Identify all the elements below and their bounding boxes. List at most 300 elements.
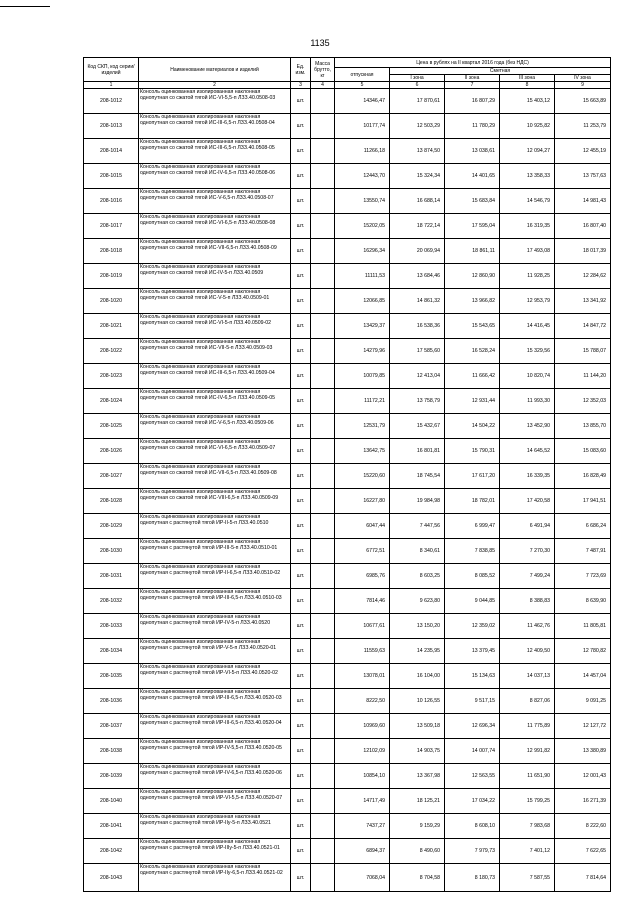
row-name (139, 589, 291, 614)
row-zone3-price: 14 645,52 (500, 439, 555, 464)
row-zone2-price: 11 666,42 (445, 364, 500, 389)
row-unit: шт. (291, 114, 311, 139)
row-zone3-price: 15 799,25 (500, 789, 555, 814)
row-zone2-price: 14 401,65 (445, 164, 500, 189)
row-name-text: Консоль оцинкованная изолированная наклонная однопутная со сжатой тягой ИС-IV-6,5-п ЛЗЗ.40.0508-06 (140, 164, 276, 176)
row-zone3-price: 12 409,50 (500, 639, 555, 664)
table-row (84, 839, 611, 864)
row-name (139, 664, 291, 689)
row-name (139, 764, 291, 789)
col-number: 4 (311, 82, 335, 89)
header-zone-4: IV зона (555, 75, 611, 82)
row-mass (311, 664, 335, 689)
row-mass (311, 439, 335, 464)
row-name (139, 839, 291, 864)
table-row (84, 239, 611, 264)
row-name (139, 364, 291, 389)
row-zone2-price: 7 838,85 (445, 539, 500, 564)
row-mass (311, 364, 335, 389)
row-code: 208-1027 (84, 464, 139, 489)
row-name (139, 439, 291, 464)
row-zone4-price: 15 083,60 (555, 439, 611, 464)
row-zone4-price: 7 814,64 (555, 864, 611, 892)
row-name (139, 614, 291, 639)
row-mass (311, 264, 335, 289)
row-zone2-price: 7 979,73 (445, 839, 500, 864)
row-zone2-price: 17 034,22 (445, 789, 500, 814)
row-zone2-price: 12 563,55 (445, 764, 500, 789)
row-code: 208-1024 (84, 389, 139, 414)
row-release-price: 10969,60 (335, 714, 390, 739)
row-name (139, 514, 291, 539)
row-zone1-price: 8 490,60 (390, 839, 445, 864)
row-code: 208-1015 (84, 164, 139, 189)
row-code: 208-1012 (84, 89, 139, 114)
table-row (84, 789, 611, 814)
row-unit: шт. (291, 314, 311, 339)
header-zone-1: I зона (390, 75, 445, 82)
row-name (139, 189, 291, 214)
table-row (84, 139, 611, 164)
row-release-price: 14717,49 (335, 789, 390, 814)
row-name-text: Консоль оцинкованная изолированная наклонная однопутная с растянутой тягой ИР-VI-5,5-п ЛЗЗ.40.0520-07 (140, 789, 283, 801)
table-row (84, 414, 611, 439)
row-name-text: Консоль оцинкованная изолированная наклонная однопутная со сжатой тягой ИС-III-6,5-п ЛЗЗ.40.0509-04 (140, 364, 275, 376)
row-zone1-price: 10 126,55 (390, 689, 445, 714)
row-release-price: 6047,44 (335, 514, 390, 539)
row-name-text: Консоль оцинкованная изолированная наклонная однопутная со сжатой тягой ИС-III-6,5-п ЛЗЗ.40.0508-04 (140, 114, 275, 126)
row-unit: шт. (291, 564, 311, 589)
table-row (84, 864, 611, 892)
row-unit: шт. (291, 514, 311, 539)
col-number: 5 (335, 82, 390, 89)
row-name (139, 489, 291, 514)
row-zone3-price: 14 416,45 (500, 314, 555, 339)
row-zone2-price: 12 359,02 (445, 614, 500, 639)
row-zone2-price: 12 860,90 (445, 264, 500, 289)
row-release-price: 10079,85 (335, 364, 390, 389)
row-name-text: Консоль оцинкованная изолированная наклонная однопутная с растянутой тягой ИР-III-6,5-п ЛЗЗ.40.0510-03 (140, 589, 282, 601)
row-name-text: Консоль оцинкованная изолированная наклонная однопутная со сжатой тягой ИС-VII-5-п ЛЗЗ.40.0509-03 (140, 339, 273, 351)
row-zone2-price: 15 790,31 (445, 439, 500, 464)
row-name-text: Консоль оцинкованная изолированная наклонная однопутная с растянутой тягой ИР-IV-6,5-п ЛЗЗ.40.0520-06 (140, 764, 282, 776)
row-zone2-price: 14 504,22 (445, 414, 500, 439)
row-zone4-price: 17 941,51 (555, 489, 611, 514)
row-zone3-price: 7 401,12 (500, 839, 555, 864)
row-zone1-price: 13 509,18 (390, 714, 445, 739)
row-mass (311, 689, 335, 714)
table-row (84, 389, 611, 414)
row-release-price: 13429,37 (335, 314, 390, 339)
row-mass (311, 289, 335, 314)
row-zone3-price: 11 928,25 (500, 264, 555, 289)
row-unit: шт. (291, 339, 311, 364)
table-row (84, 539, 611, 564)
row-unit: шт. (291, 439, 311, 464)
row-zone3-price: 14 037,13 (500, 664, 555, 689)
row-mass (311, 139, 335, 164)
row-unit: шт. (291, 864, 311, 892)
row-zone4-price: 12 455,19 (555, 139, 611, 164)
table-row (84, 689, 611, 714)
row-zone4-price: 12 352,03 (555, 389, 611, 414)
row-zone2-price: 8 608,10 (445, 814, 500, 839)
row-zone2-price: 15 683,84 (445, 189, 500, 214)
row-code: 208-1022 (84, 339, 139, 364)
row-zone2-price: 13 038,61 (445, 139, 500, 164)
row-release-price: 12443,70 (335, 164, 390, 189)
row-zone2-price: 8 085,52 (445, 564, 500, 589)
row-name-text: Консоль оцинкованная изолированная наклонная однопутная с растянутой тягой ИР-III-5-п ЛЗЗ.40.0510-01 (140, 539, 278, 551)
row-name (139, 814, 291, 839)
row-name (139, 414, 291, 439)
row-name-text: Консоль оцинкованная изолированная наклонная однопутная с растянутой тягой ИР-VI-5-п ЛЗЗ.40.0520-02 (140, 664, 278, 676)
row-name (139, 389, 291, 414)
row-mass (311, 314, 335, 339)
row-unit: шт. (291, 214, 311, 239)
row-unit: шт. (291, 89, 311, 114)
row-zone4-price: 16 807,40 (555, 214, 611, 239)
row-zone1-price: 12 503,29 (390, 114, 445, 139)
row-name (139, 539, 291, 564)
row-unit: шт. (291, 839, 311, 864)
row-zone1-price: 18 745,54 (390, 464, 445, 489)
table-row (84, 714, 611, 739)
row-code: 208-1030 (84, 539, 139, 564)
header-mass: Масса брутто, кг (311, 58, 335, 82)
row-zone3-price: 13 452,90 (500, 414, 555, 439)
row-unit: шт. (291, 764, 311, 789)
row-name (139, 164, 291, 189)
row-code: 208-1032 (84, 589, 139, 614)
row-mass (311, 814, 335, 839)
row-zone4-price: 6 686,24 (555, 514, 611, 539)
row-zone4-price: 7 487,91 (555, 539, 611, 564)
row-zone1-price: 16 538,36 (390, 314, 445, 339)
row-unit: шт. (291, 389, 311, 414)
row-release-price: 13642,75 (335, 439, 390, 464)
row-release-price: 16296,34 (335, 239, 390, 264)
row-release-price: 11559,63 (335, 639, 390, 664)
row-name (139, 139, 291, 164)
row-unit: шт. (291, 814, 311, 839)
row-zone1-price: 14 903,75 (390, 739, 445, 764)
row-zone3-price: 8 388,83 (500, 589, 555, 614)
row-name-text: Консоль оцинкованная изолированная наклонная однопутная со сжатой тягой ИС-VI-5,5-п ЛЗЗ.40.0508-03 (140, 89, 276, 101)
row-zone1-price: 17 870,61 (390, 89, 445, 114)
price-table (83, 57, 611, 892)
row-name-text: Консоль оцинкованная изолированная наклонная однопутная со сжатой тягой ИС-VI-6,5-п ЛЗЗ.40.0508-08 (140, 214, 276, 226)
row-zone4-price: 8 639,90 (555, 589, 611, 614)
header-estimate: Сметная (390, 68, 611, 75)
row-code: 208-1033 (84, 614, 139, 639)
table-row (84, 439, 611, 464)
row-name (139, 564, 291, 589)
row-code: 208-1014 (84, 139, 139, 164)
row-code: 208-1043 (84, 864, 139, 892)
col-number: 1 (84, 82, 139, 89)
row-release-price: 11266,18 (335, 139, 390, 164)
row-name-text: Консоль оцинкованная изолированная наклонная однопутная со сжатой тягой ИС-VI-6,5-п ЛЗЗ.40.0509-07 (140, 439, 276, 451)
row-unit: шт. (291, 164, 311, 189)
row-unit: шт. (291, 689, 311, 714)
row-zone1-price: 17 585,60 (390, 339, 445, 364)
table-row (84, 764, 611, 789)
row-mass (311, 764, 335, 789)
row-unit: шт. (291, 664, 311, 689)
header-release: отпускная (335, 68, 390, 82)
row-name-text: Консоль оцинкованная изолированная наклонная однопутная со сжатой тягой ИС-VIII-6,5-п ЛЗЗ.40.0509-09 (140, 489, 279, 501)
row-code: 208-1020 (84, 289, 139, 314)
row-zone4-price: 12 780,82 (555, 639, 611, 664)
row-name-text: Консоль оцинкованная изолированная наклонная однопутная со сжатой тягой ИС-V-5-п ЛЗЗ.40.0509-01 (140, 289, 270, 301)
row-zone2-price: 16 807,29 (445, 89, 500, 114)
row-code: 208-1039 (84, 764, 139, 789)
table-row (84, 489, 611, 514)
row-zone4-price: 15 788,07 (555, 339, 611, 364)
row-zone2-price: 11 780,29 (445, 114, 500, 139)
row-zone2-price: 6 999,47 (445, 514, 500, 539)
row-name-text: Консоль оцинкованная изолированная наклонная однопутная со сжатой тягой ИС-V-6,5-п ЛЗЗ.40.0509-06 (140, 414, 274, 426)
table-row (84, 664, 611, 689)
row-mass (311, 464, 335, 489)
row-release-price: 11111,53 (335, 264, 390, 289)
row-unit: шт. (291, 464, 311, 489)
row-zone2-price: 14 007,74 (445, 739, 500, 764)
row-unit: шт. (291, 589, 311, 614)
row-zone3-price: 6 491,94 (500, 514, 555, 539)
row-unit: шт. (291, 264, 311, 289)
row-unit: шт. (291, 614, 311, 639)
row-code: 208-1013 (84, 114, 139, 139)
row-zone4-price: 14 847,72 (555, 314, 611, 339)
row-mass (311, 489, 335, 514)
header-unit: Ед. изм. (291, 58, 311, 82)
row-zone3-price: 11 462,76 (500, 614, 555, 639)
table-row (84, 589, 611, 614)
table-row (84, 464, 611, 489)
table-row (84, 289, 611, 314)
row-unit: шт. (291, 139, 311, 164)
row-zone3-price: 8 827,06 (500, 689, 555, 714)
row-mass (311, 789, 335, 814)
row-zone1-price: 18 125,21 (390, 789, 445, 814)
row-release-price: 6894,37 (335, 839, 390, 864)
row-zone4-price: 7 723,69 (555, 564, 611, 589)
row-mass (311, 639, 335, 664)
row-zone4-price: 16 271,39 (555, 789, 611, 814)
row-unit: шт. (291, 364, 311, 389)
row-release-price: 15220,60 (335, 464, 390, 489)
row-unit: шт. (291, 189, 311, 214)
header-zone-3: III зона (500, 75, 555, 82)
row-zone3-price: 17 493,08 (500, 239, 555, 264)
row-mass (311, 114, 335, 139)
row-zone1-price: 16 688,14 (390, 189, 445, 214)
row-mass (311, 514, 335, 539)
row-release-price: 8222,50 (335, 689, 390, 714)
row-zone4-price: 12 127,72 (555, 714, 611, 739)
row-zone3-price: 14 546,79 (500, 189, 555, 214)
row-release-price: 14279,96 (335, 339, 390, 364)
row-name (139, 864, 291, 892)
header-zone-2: II зона (445, 75, 500, 82)
row-mass (311, 389, 335, 414)
table-row (84, 514, 611, 539)
row-zone4-price: 12 284,62 (555, 264, 611, 289)
row-name-text: Консоль оцинкованная изолированная наклонная однопутная с растянутой тягой ИР-IV-5-п ЛЗЗ.40.0520 (140, 614, 271, 626)
row-unit: шт. (291, 289, 311, 314)
row-name (139, 739, 291, 764)
row-zone4-price: 12 001,43 (555, 764, 611, 789)
row-name (139, 464, 291, 489)
row-zone3-price: 7 270,30 (500, 539, 555, 564)
row-code: 208-1028 (84, 489, 139, 514)
row-zone4-price: 13 380,89 (555, 739, 611, 764)
table-row (84, 564, 611, 589)
row-unit: шт. (291, 489, 311, 514)
row-unit: шт. (291, 639, 311, 664)
row-name (139, 89, 291, 114)
row-mass (311, 564, 335, 589)
row-zone3-price: 7 499,24 (500, 564, 555, 589)
row-release-price: 11172,21 (335, 389, 390, 414)
row-name (139, 264, 291, 289)
row-unit: шт. (291, 539, 311, 564)
row-zone2-price: 15 543,65 (445, 314, 500, 339)
row-code: 208-1037 (84, 714, 139, 739)
col-number: 9 (555, 82, 611, 89)
row-name (139, 639, 291, 664)
row-name-text: Консоль оцинкованная изолированная наклонная однопутная со сжатой тягой ИС-IV-6,5-п ЛЗЗ.40.0509-05 (140, 389, 276, 401)
row-code: 208-1026 (84, 439, 139, 464)
row-name-text: Консоль оцинкованная изолированная наклонная однопутная с растянутой тягой ИР-II-6,5-п ЛЗЗ.40.0510-02 (140, 564, 281, 576)
row-code: 208-1025 (84, 414, 139, 439)
table-row (84, 739, 611, 764)
row-release-price: 14346,47 (335, 89, 390, 114)
table-row (84, 639, 611, 664)
row-name-text: Консоль оцинкованная изолированная наклонная однопутная с растянутой тягой ИР-V-5-п ЛЗЗ.40.0520-01 (140, 639, 277, 651)
table-row (84, 314, 611, 339)
row-zone2-price: 15 134,63 (445, 664, 500, 689)
row-zone1-price: 14 235,95 (390, 639, 445, 664)
row-zone4-price: 7 622,65 (555, 839, 611, 864)
row-release-price: 7068,04 (335, 864, 390, 892)
row-name-text: Консоль оцинкованная изолированная наклонная однопутная с растянутой тягой ИР-II-5-п ЛЗЗ.40.0510 (140, 514, 269, 526)
table-row (84, 214, 611, 239)
row-zone3-price: 11 651,90 (500, 764, 555, 789)
row-zone3-price: 15 329,56 (500, 339, 555, 364)
row-zone1-price: 15 324,34 (390, 164, 445, 189)
row-name-text: Консоль оцинкованная изолированная наклонная однопутная с растянутой тягой ИР-IV-5,5-п ЛЗЗ.40.0520-05 (140, 739, 282, 751)
row-release-price: 7814,46 (335, 589, 390, 614)
row-zone4-price: 13 341,92 (555, 289, 611, 314)
row-zone3-price: 12 991,82 (500, 739, 555, 764)
row-zone3-price: 12 094,27 (500, 139, 555, 164)
row-zone3-price: 16 339,35 (500, 464, 555, 489)
row-zone3-price: 11 993,30 (500, 389, 555, 414)
table-row (84, 814, 611, 839)
row-zone1-price: 13 367,98 (390, 764, 445, 789)
row-zone3-price: 17 420,58 (500, 489, 555, 514)
row-zone4-price: 9 091,25 (555, 689, 611, 714)
header-price-group: Цена в рублях на II квартал 2016 года (без НДС) (335, 58, 611, 68)
row-zone3-price: 11 775,89 (500, 714, 555, 739)
row-zone1-price: 15 432,67 (390, 414, 445, 439)
row-zone3-price: 16 319,35 (500, 214, 555, 239)
row-code: 208-1038 (84, 739, 139, 764)
table-row (84, 614, 611, 639)
row-zone1-price: 13 150,20 (390, 614, 445, 639)
row-name-text: Консоль оцинкованная изолированная наклонная однопутная с растянутой тягой ИР-IIу-5-п ЛЗЗ.40.0521 (140, 814, 271, 826)
row-name-text: Консоль оцинкованная изолированная наклонная однопутная с растянутой тягой ИР-III-6,5-п ЛЗЗ.40.0520-03 (140, 689, 282, 701)
row-zone4-price: 15 663,89 (555, 89, 611, 114)
row-zone2-price: 13 966,82 (445, 289, 500, 314)
top-rule (0, 6, 50, 7)
row-code: 208-1036 (84, 689, 139, 714)
table-row (84, 339, 611, 364)
row-release-price: 7437,27 (335, 814, 390, 839)
row-zone2-price: 8 180,73 (445, 864, 500, 892)
row-name-text: Консоль оцинкованная изолированная наклонная однопутная со сжатой тягой ИС-V-6,5-п ЛЗЗ.40.0508-07 (140, 189, 274, 201)
row-name (139, 114, 291, 139)
row-release-price: 12531,79 (335, 414, 390, 439)
row-zone1-price: 9 623,80 (390, 589, 445, 614)
row-name (139, 214, 291, 239)
header-name: Наименование материалов и изделий (139, 58, 291, 82)
row-mass (311, 614, 335, 639)
row-code: 208-1016 (84, 189, 139, 214)
row-name (139, 789, 291, 814)
row-zone2-price: 9 044,85 (445, 589, 500, 614)
col-number: 8 (500, 82, 555, 89)
row-code: 208-1023 (84, 364, 139, 389)
row-zone3-price: 12 953,79 (500, 289, 555, 314)
table-row (84, 89, 611, 114)
row-zone2-price: 18 861,11 (445, 239, 500, 264)
row-zone2-price: 9 517,15 (445, 689, 500, 714)
row-zone1-price: 12 413,04 (390, 364, 445, 389)
row-zone1-price: 8 603,25 (390, 564, 445, 589)
col-number: 7 (445, 82, 500, 89)
col-number: 2 (139, 82, 291, 89)
row-zone1-price: 8 340,61 (390, 539, 445, 564)
row-release-price: 15202,05 (335, 214, 390, 239)
table-row (84, 364, 611, 389)
row-mass (311, 414, 335, 439)
row-zone1-price: 13 758,79 (390, 389, 445, 414)
row-zone2-price: 18 782,01 (445, 489, 500, 514)
row-code: 208-1019 (84, 264, 139, 289)
row-zone4-price: 8 222,60 (555, 814, 611, 839)
row-code: 208-1035 (84, 664, 139, 689)
row-name (139, 314, 291, 339)
col-number: 3 (291, 82, 311, 89)
row-code: 208-1017 (84, 214, 139, 239)
row-zone4-price: 13 757,63 (555, 164, 611, 189)
row-code: 208-1018 (84, 239, 139, 264)
page-number: 1135 (310, 38, 330, 48)
row-zone4-price: 16 828,49 (555, 464, 611, 489)
row-zone1-price: 8 704,58 (390, 864, 445, 892)
row-zone4-price: 14 981,43 (555, 189, 611, 214)
row-zone4-price: 11 253,79 (555, 114, 611, 139)
row-code: 208-1031 (84, 564, 139, 589)
row-zone4-price: 14 457,04 (555, 664, 611, 689)
row-code: 208-1021 (84, 314, 139, 339)
row-mass (311, 214, 335, 239)
row-zone4-price: 11 144,20 (555, 364, 611, 389)
